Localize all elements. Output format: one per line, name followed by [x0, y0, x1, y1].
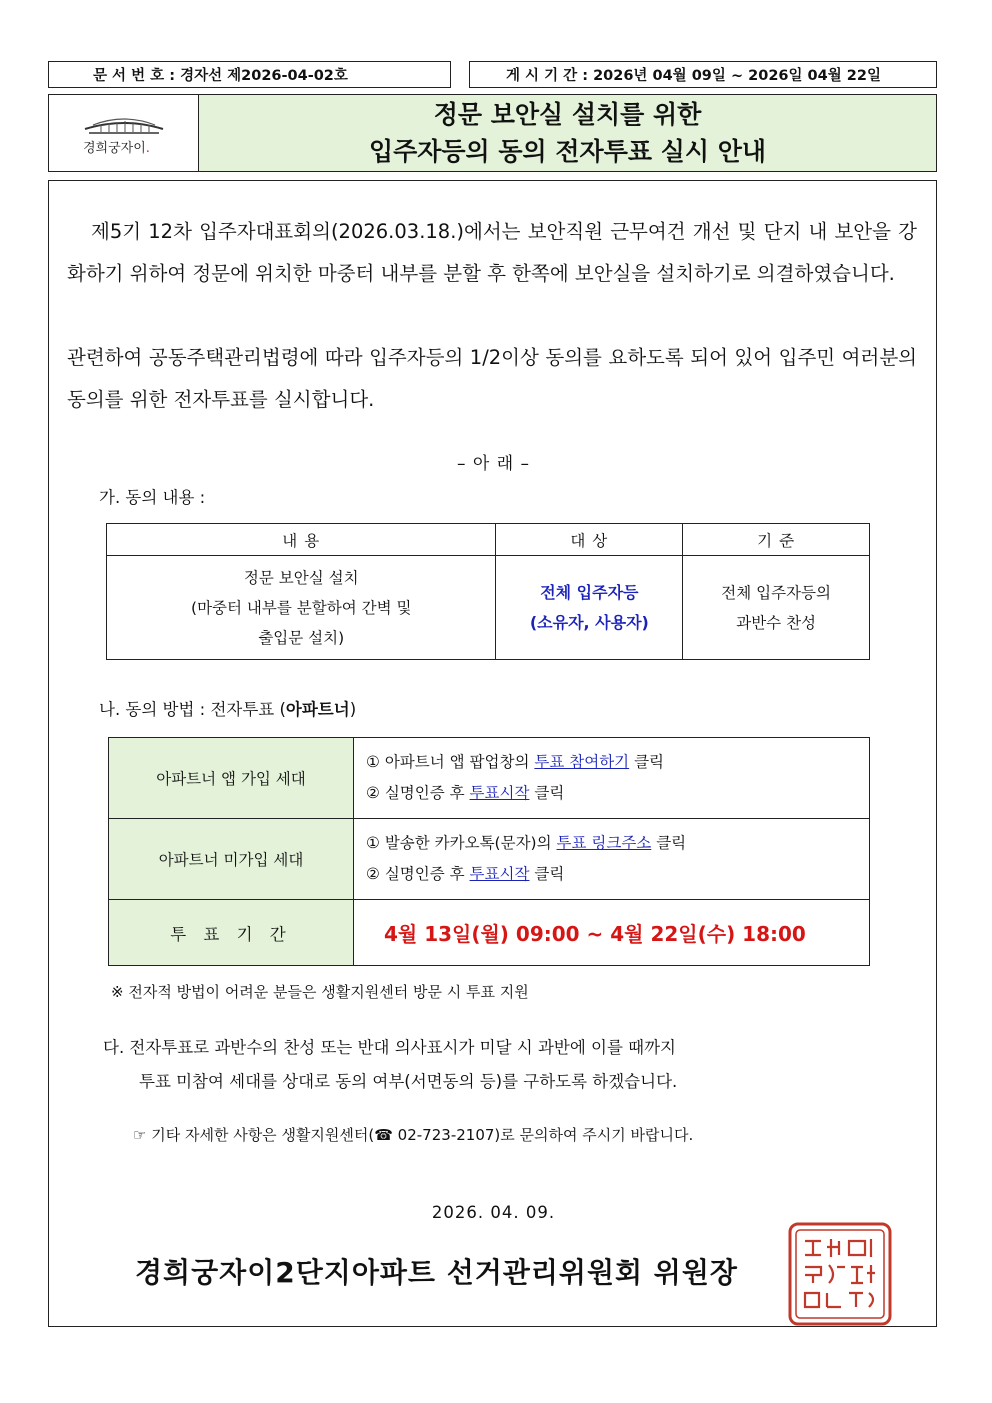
- meta-bar: [48, 61, 937, 88]
- signature: 경희궁자이2단지아파트 선거관리위원회 위원장: [135, 1256, 738, 1289]
- contact-info: ☞ 기타 자세한 사항은 생활지원센터(☎ 02-723-2107)로 문의하여 주시기 바랍니다.: [133, 1126, 694, 1144]
- palace-roof-icon: [49, 95, 199, 173]
- table-row: [109, 738, 870, 819]
- table-row: [107, 556, 870, 660]
- table-row: [109, 819, 870, 900]
- section-b-heading: 나. 동의 방법 : 전자투표 (아파트너): [99, 700, 357, 719]
- cell-content: 정문 보안실 설치 (마중터 내부를 분할하여 간벽 및 출입문 설치): [107, 556, 496, 660]
- consent-content-table: [106, 523, 870, 660]
- below-heading: – 아 래 –: [456, 454, 531, 474]
- posting-period: 게 시 기 간 : 2026년 04월 09일 ~ 2026일 04월 22일: [469, 61, 937, 88]
- section-c: 다. 전자투표로 과반수의 찬성 또는 반대 의사표시가 미달 시 과반에 이를 때까지 투표 미참여 세대를 상대로 동의 여부(서면동의 등)를 구하도록 하겠습니다.: [103, 1038, 678, 1091]
- steps-non-members: ① 발송한 카카오톡(문자)의 투표 링크주소 클릭 ② 실명인증 후 투표시작 클릭: [354, 819, 870, 900]
- title-line-2: 입주자등의 동의 전자투표 실시 안내: [368, 137, 767, 166]
- row-label-non-members: 아파트너 미가입 세대: [109, 819, 354, 900]
- link-vote-participate: 투표 참여하기: [534, 753, 630, 771]
- table-header-row: [107, 524, 870, 556]
- title-box: [48, 94, 937, 172]
- header-target: 대 상: [496, 524, 683, 556]
- intro-paragraph: 제5기 12차 입주자대표회의(2026.03.18.)에서는 보안직원 근무여건 개선 및 단지 내 보안을 강화하기 위하여 정문에 위치한 마중터 내부를 분할 후 한쪽에 보안실을 설치하기로 의결하였습니다.: [67, 220, 917, 285]
- official-seal-icon: [787, 1221, 893, 1327]
- cell-target: 전체 입주자등 (소유자, 사용자): [496, 556, 683, 660]
- header-content: 내 용: [107, 524, 496, 556]
- header-criteria: 기 준: [683, 524, 870, 556]
- steps-app-members: ① 아파트너 앱 팝업창의 투표 참여하기 클릭 ② 실명인증 후 투표시작 클릭: [354, 738, 870, 819]
- table-row: [109, 900, 870, 966]
- document-title: [199, 95, 936, 171]
- link-vote-url: 투표 링크주소: [556, 834, 652, 852]
- link-vote-start-2: 투표시작: [469, 865, 530, 883]
- cell-criteria: 전체 입주자등의 과반수 찬성: [683, 556, 870, 660]
- voting-method-table: [108, 737, 870, 966]
- logo-text: 경희궁자이.: [83, 141, 150, 156]
- legal-paragraph: 관련하여 공동주택관리법령에 따라 입주자등의 1/2이상 동의를 요하도록 되어 있어 입주민 여러분의 동의를 위한 전자투표를 실시합니다.: [67, 346, 917, 411]
- period-value: 4월 13일(월) 09:00 ~ 4월 22일(수) 18:00: [354, 900, 870, 966]
- logo: [49, 95, 199, 171]
- link-vote-start: 투표시작: [469, 784, 530, 802]
- period-label: 투 표 기 간: [109, 900, 354, 966]
- section-a-heading: 가. 동의 내용 :: [99, 488, 206, 507]
- row-label-app-members: 아파트너 앱 가입 세대: [109, 738, 354, 819]
- footnote: ※ 전자적 방법이 어려운 분들은 생활지원센터 방문 시 투표 지원: [111, 983, 529, 1001]
- content-box: [48, 180, 937, 1327]
- doc-number: 문 서 번 호 : 경자선 제2026-04-02호: [48, 61, 451, 88]
- issue-date: 2026. 04. 09.: [431, 1203, 556, 1222]
- title-line-1: 정문 보안실 설치를 위한: [433, 100, 702, 129]
